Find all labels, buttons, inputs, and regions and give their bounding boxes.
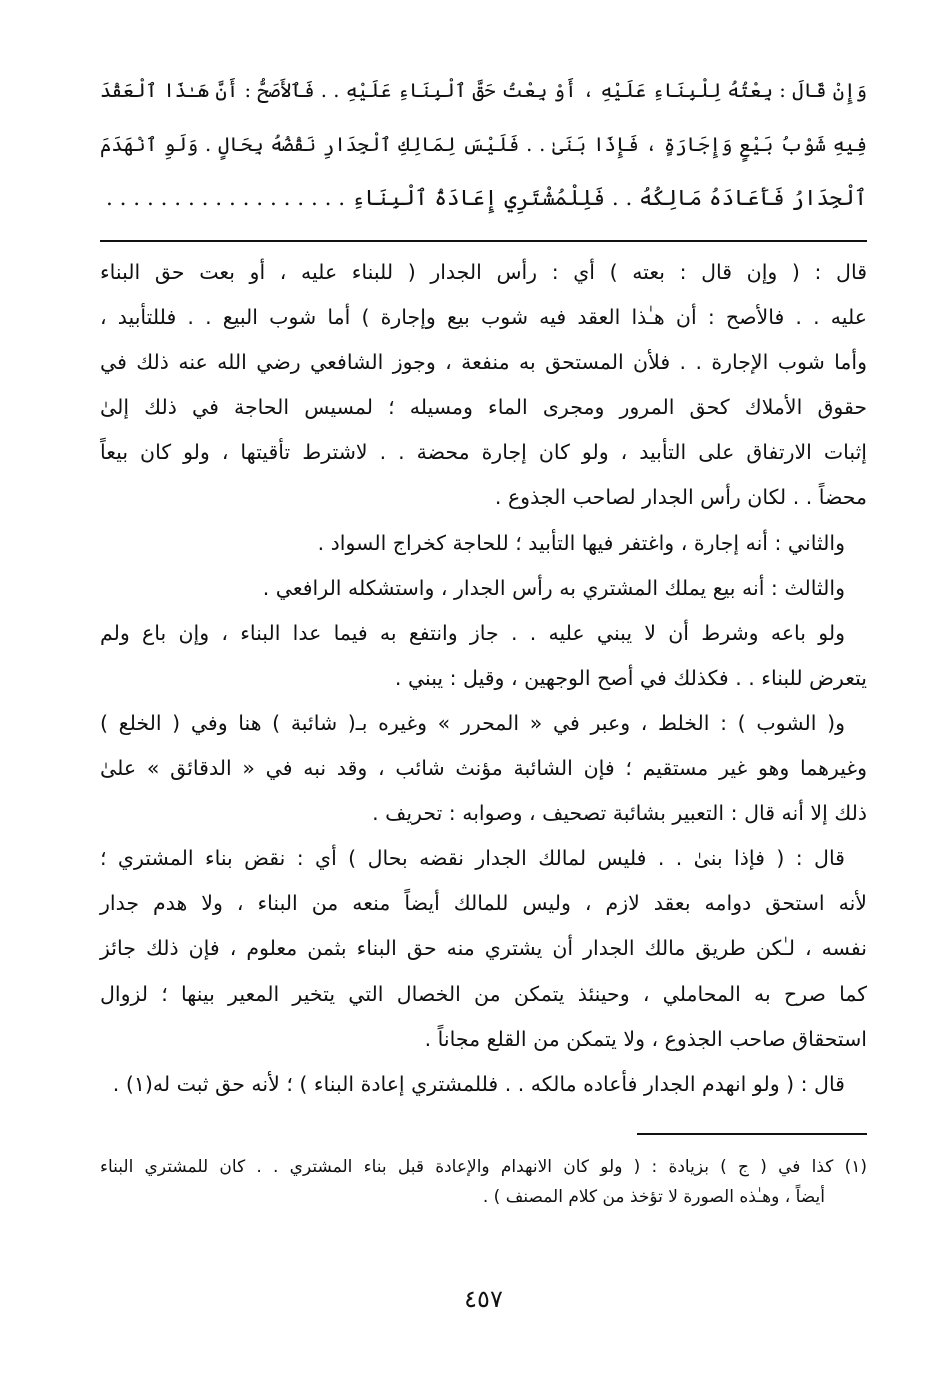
commentary-line: ذلك إلا أنه قال : التعبير بشائبة تصحيف ، وصوابه : تحريف . — [372, 801, 867, 826]
commentary-line: وأما شوب الإجارة . . فلأن المستحق به منفعة ، وجوز الشافعي رضي الله عنه ذلك في — [100, 350, 867, 375]
commentary-line: والثالث : أنه بيع يملك المشتري به رأس الجدار ، واستشكله الرافعي . — [262, 575, 845, 600]
commentary-line: يتعرض للبناء . . فكذلك في أصح الوجهين ، وقيل : يبني . — [394, 665, 867, 690]
footnote-divider — [637, 1133, 867, 1135]
commentary-line: محضاً . . لكان رأس الجدار لصاحب الجذوع . — [494, 485, 867, 510]
matn-line: وَإِنْ قَالَ : بِعْتُهُ لِلْبِنَاءِ عَلَيْهِ ، أَوْ بِعْتُ حَقَّ ٱلْبِنَاءِ عَلَيْهِ . . فَٱلأَصَحُّ : أَنَّ هَـٰذَا ٱلْعَقْدَ — [100, 79, 867, 102]
matn-line: فِيهِ شَوْبُ بَيْعٍ وَإِجَارَةٍ ، فَإِذَا بَنَىٰ . . فَلَيْسَ لِمَالِكِ ٱلْجِدَارِ نَقْضُهُ بِحَالٍ . وَلَوِ ٱنْهَدَمَ — [100, 133, 867, 156]
commentary-line: والثاني : أنه إجارة ، واغتفر فيها التأبيد ؛ للحاجة كخراج السواد . — [317, 530, 845, 555]
commentary-line: قال : ( فإذا بنىٰ . . فليس لمالك الجدار نقضه بحال ) أي : نقض بناء المشتري ؛ — [100, 846, 845, 871]
commentary-line: استحقاق صاحب الجذوع ، ولا يتمكن من القلع مجاناً . — [424, 1026, 867, 1051]
commentary-line: وغيرهما وهو غير مستقيم ؛ فإن الشائبة مؤنث شائب ، وقد نبه في « الدقائق » علىٰ — [100, 756, 867, 781]
commentary-line: حقوق الأملاك كحق المرور ومجرى الماء ومسيله ؛ لمسيس الحاجة في ذلك إلىٰ — [100, 395, 867, 420]
book-page — [100, 0, 867, 1380]
footnote — [100, 1152, 867, 1212]
commentary-line: كما صرح به المحاملي ، وحينئذ يتمكن من الخصال التي يتخير المعير بينها ؛ لزوال — [100, 981, 867, 1006]
commentary-line: ولو باعه وشرط أن لا يبني عليه . . جاز وانتفع به فيما عدا البناء ، وإن باع ولم — [100, 620, 845, 645]
footnote-line: (١) كذا في ( ج ) بزيادة : ( ولو كان الانهدام والإعادة قبل بناء المشتري . . كان للمشتري البناء — [100, 1157, 867, 1177]
matn-line: ٱلْجِدَارُ فَأَعَادَهُ مَالِكُهُ . . فَلِلْمُشْتَرِي إِعَادَةُ ٱلْبِنَاءِ . . . . . . . . . . . . . . . . . . — [105, 186, 867, 211]
commentary-text — [100, 250, 867, 1107]
commentary-line: لأنه استحق دوامه بعقد لازم ، وليس للمالك أيضاً منعه من البناء ، ولا هدم جدار — [100, 891, 867, 916]
commentary-line: إثبات الارتفاق على التأبيد ، ولو كان إجارة محضة . . لاشترط تأقيتها ، ولو كان بيعاً — [100, 440, 867, 465]
matn-text — [100, 64, 867, 226]
commentary-line: قال : ( وإن قال : بعته ) أي : رأس الجدار ( للبناء عليه ، أو بعت حق البناء — [100, 260, 867, 284]
page-number: ٤٥٧ — [464, 1285, 503, 1313]
commentary-line: نفسه ، لـٰكن طريق مالك الجدار أن يشتري منه حق البناء بثمن معلوم ، فإن ذلك جائز — [100, 936, 867, 961]
commentary-line: قال : ( ولو انهدم الجدار فأعاده مالكه . . فللمشتري إعادة البناء ) ؛ لأنه حق ثبت له(١) . — [112, 1071, 845, 1096]
footnote-line: أيضاً ، وهـٰذه الصورة لا تؤخذ من كلام المصنف ) . — [482, 1187, 825, 1207]
commentary-line: و( الشوب ) : الخلط ، وعبر في « المحرر » وغيره بـ( شائبة ) هنا وفي ( الخلع ) — [100, 710, 845, 735]
commentary-line: عليه . . فالأصح : أن هـٰذا العقد فيه شوب بيع وإجارة ) أما شوب البيع . . فللتأبيد ، — [100, 305, 867, 330]
matn-divider — [100, 240, 867, 242]
